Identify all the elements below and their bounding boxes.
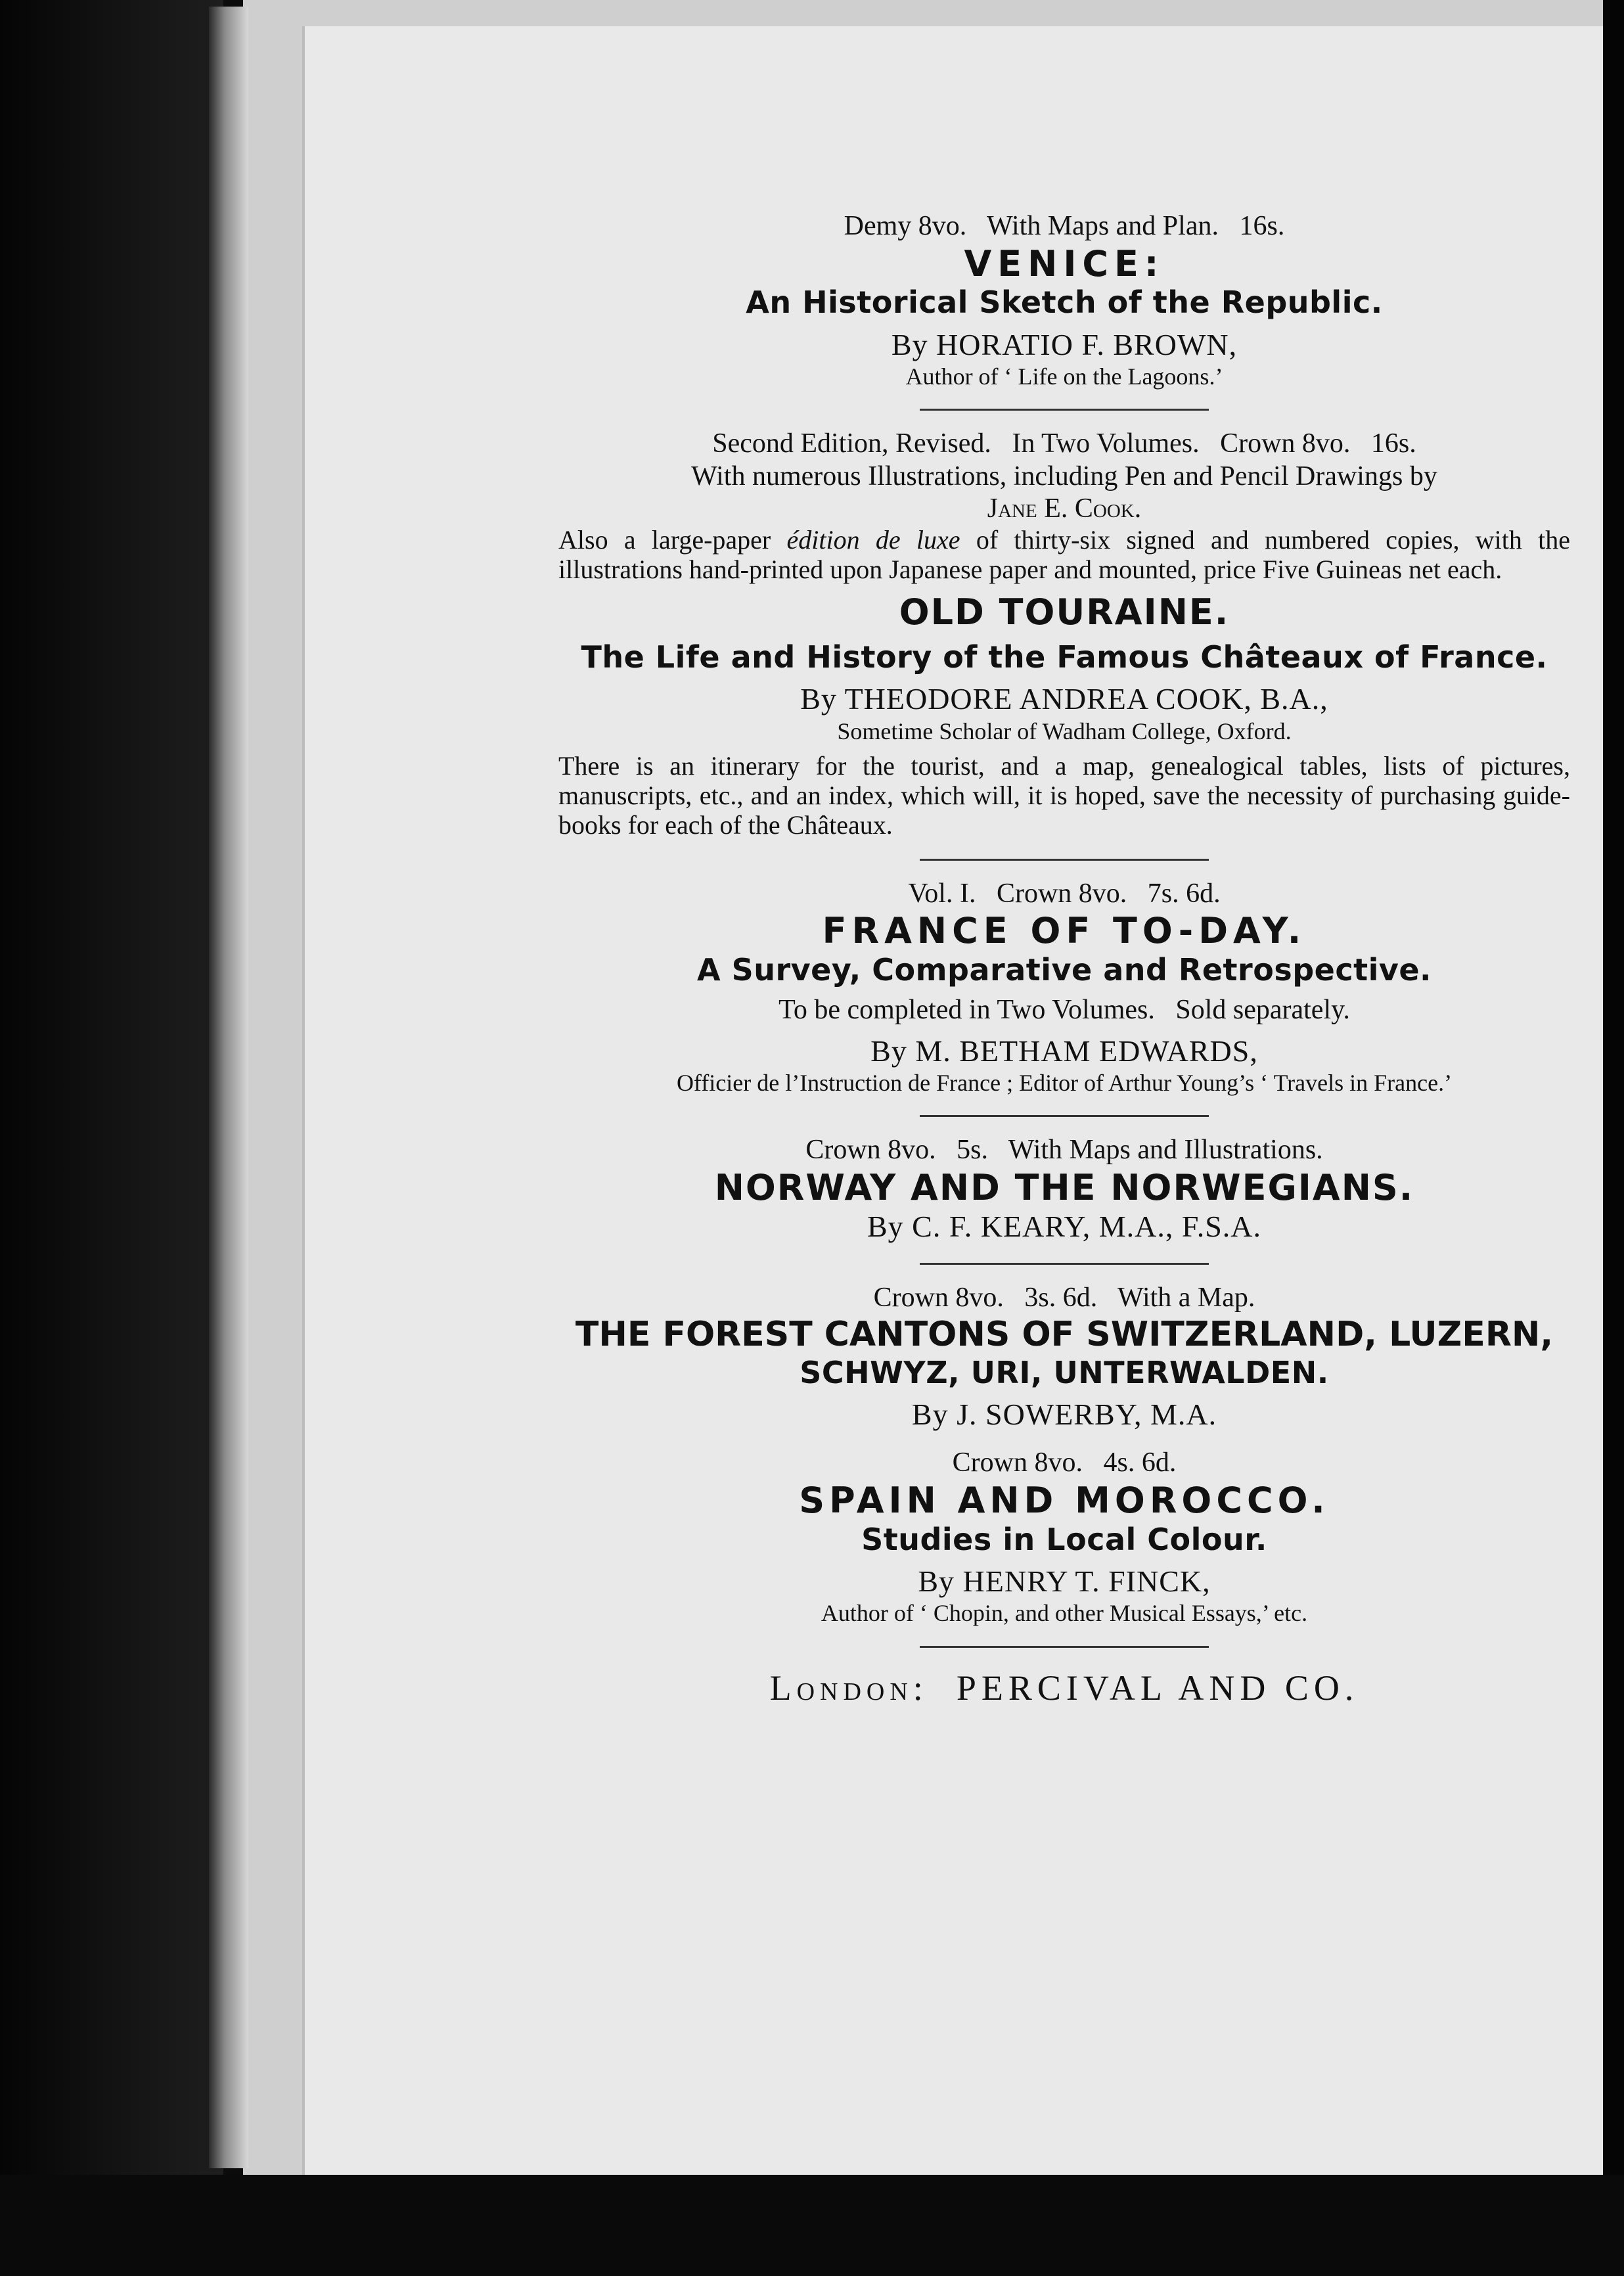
luxe-italic: édition de luxe xyxy=(786,524,960,555)
book-entry-forest-cantons xyxy=(558,1282,1570,1432)
scan-right-margin xyxy=(1603,0,1624,2276)
book-author: By HORATIO F. BROWN, xyxy=(891,327,1238,361)
divider-rule xyxy=(920,1263,1209,1265)
advertisement-page xyxy=(558,210,1570,1709)
book-meta: Crown 8vo. 4s. 6d. xyxy=(952,1447,1177,1478)
book-subtitle: The Life and History of the Famous Châteaux of France. xyxy=(581,639,1548,675)
book-title: OLD TOURAINE. xyxy=(899,591,1230,633)
book-author: By C. F. KEARY, M.A., F.S.A. xyxy=(867,1209,1262,1243)
book-meta: Vol. I. Crown 8vo. 7s. 6d. xyxy=(908,878,1221,909)
publisher-place: London: xyxy=(769,1668,928,1708)
scan-bottom-margin xyxy=(0,2175,1624,2276)
book-entry-old-touraine xyxy=(558,428,1570,840)
edition-de-luxe-note xyxy=(558,526,1570,585)
book-meta: Second Edition, Revised. In Two Volumes. Crown 8vo. 16s. xyxy=(712,428,1416,459)
book-meta: Crown 8vo. 5s. With Maps and Illustrations. xyxy=(805,1135,1323,1166)
divider-rule xyxy=(920,409,1209,411)
book-description: There is an itinerary for the tourist, and a map, genealogical tables, lists of pictures, manuscripts, etc., and an index, which will, it is hoped, save the necessity of purchasing guide-books for each of the Châteaux. xyxy=(558,751,1570,840)
divider-rule xyxy=(920,1646,1209,1648)
book-title-continued: SCHWYZ, URI, UNTERWALDEN. xyxy=(800,1354,1329,1390)
publisher-imprint xyxy=(558,1668,1570,1710)
book-entry-spain-and-morocco xyxy=(558,1447,1570,1627)
author-note: Officier de l’Instruction de France ; Editor of Arthur Young’s ‘ Travels in France.’ xyxy=(676,1069,1453,1096)
book-title: NORWAY AND THE NORWEGIANS. xyxy=(714,1166,1414,1208)
book-title: FRANCE OF TO-DAY. xyxy=(822,910,1307,952)
author-note: Author of ‘ Chopin, and other Musical Essays,’ etc. xyxy=(821,1600,1308,1627)
book-entry-norway xyxy=(558,1134,1570,1244)
book-author: By M. BETHAM EDWARDS, xyxy=(870,1034,1258,1068)
book-author: By THEODORE ANDREA COOK, B.A., xyxy=(800,682,1328,716)
illustrations-note: With numerous Illustrations, including Pen and Pencil Drawings by xyxy=(691,461,1437,491)
divider-rule xyxy=(920,1115,1209,1117)
luxe-prefix: Also a large-paper xyxy=(558,524,787,555)
author-note: Author of ‘ Life on the Lagoons.’ xyxy=(905,363,1223,390)
book-author: By HENRY T. FINCK, xyxy=(918,1564,1211,1598)
book-meta: Demy 8vo. With Maps and Plan. 16s. xyxy=(844,211,1285,241)
book-title: VENICE: xyxy=(964,242,1165,284)
book-author: By J. SOWERBY, M.A. xyxy=(911,1398,1217,1432)
author-note: Sometime Scholar of Wadham College, Oxford. xyxy=(837,717,1292,744)
book-spine xyxy=(209,7,248,2168)
book-subtitle: Studies in Local Colour. xyxy=(861,1521,1267,1557)
book-meta: Crown 8vo. 3s. 6d. With a Map. xyxy=(873,1282,1255,1313)
scan-left-margin xyxy=(0,0,223,2276)
completion-note: To be completed in Two Volumes. Sold separately. xyxy=(778,995,1350,1026)
book-entry-venice xyxy=(558,210,1570,390)
book-subtitle: An Historical Sketch of the Republic. xyxy=(746,284,1383,321)
book-entry-france-of-to-day xyxy=(558,878,1570,1097)
illustrator-name: Jane E. Cook. xyxy=(987,493,1142,524)
book-title: THE FOREST CANTONS OF SWITZERLAND, LUZERN, xyxy=(575,1314,1554,1354)
book-subtitle: A Survey, Comparative and Retrospective. xyxy=(696,951,1432,988)
publisher-name: PERCIVAL AND CO. xyxy=(956,1668,1359,1708)
book-title: SPAIN AND MOROCCO. xyxy=(799,1479,1330,1521)
divider-rule xyxy=(920,859,1209,861)
luxe-suffix: of thirty-six signed and numbered copies, with the illustrations hand-printed upon Japanese paper and mounted, price Five Guineas net each. xyxy=(558,524,1571,584)
